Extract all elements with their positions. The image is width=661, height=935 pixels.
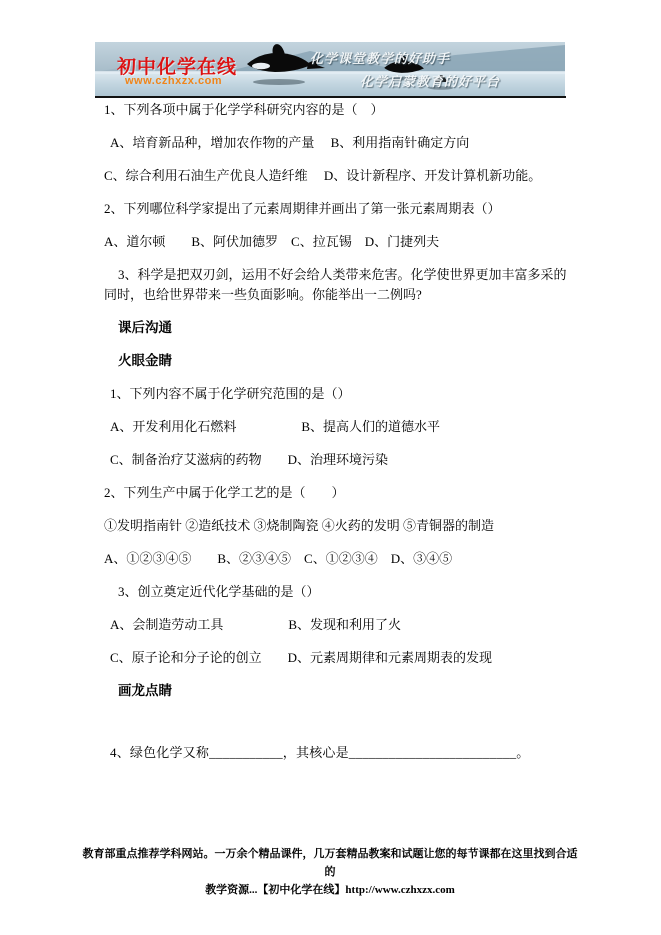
question-line: 1、下列各项中属于化学学科研究内容的是（ ）	[104, 102, 384, 117]
option-line: C、原子论和分子论的创立 D、元素周期律和元素周期表的发现	[110, 650, 493, 665]
section-heading: 火眼金睛	[118, 353, 172, 368]
question-line: 3、创立奠定近代化学基础的是（）	[118, 584, 320, 599]
site-logo-text: 初中化学在线	[117, 57, 238, 78]
banner-slogan-1: 化学课堂教学的好助手	[310, 51, 451, 66]
question-paragraph: 3、科学是把双刃剑，运用不好会给人类带来危害。化学使世界更加丰富多采的同时，也给世界带来一些负面影响。你能举出一二例吗?	[104, 267, 567, 302]
page-footer	[80, 845, 580, 899]
question-line: A、①②③④⑤ B、②③④⑤ C、①②③④ D、③④⑤	[104, 551, 453, 566]
question-line: 2、下列哪位科学家提出了元素周期律并画出了第一张元素周期表（）	[104, 201, 501, 216]
option-line: A、培育新品种，增加农作物的产量 B、利用指南针确定方向	[110, 135, 470, 150]
footer-line-1: 教育部重点推荐学科网站。一万余个精品课件，几万套精品教案和试题让您的每节课都在这里找到合适的	[82, 848, 578, 878]
worksheet-body	[100, 100, 568, 776]
section-heading: 课后沟通	[118, 320, 172, 335]
banner-divider	[95, 96, 566, 98]
question-line: A、道尔顿 B、阿伏加德罗 C、拉瓦锡 D、门捷列夫	[104, 234, 440, 249]
site-url-text: www.czhxzx.com	[125, 75, 223, 87]
banner-slogan-2: 化学启蒙教育的好平台	[360, 74, 501, 89]
site-banner	[95, 42, 565, 96]
option-line: 1、下列内容不属于化学研究范围的是（）	[110, 386, 351, 401]
option-line: C、制备治疗艾滋病的药物 D、治理环境污染	[110, 452, 389, 467]
question-line: ①发明指南针 ②造纸技术 ③烧制陶瓷 ④火药的发明 ⑤青铜器的制造	[104, 518, 495, 533]
fill-blank-line: 4、绿色化学又称___________，其核心是_________________________。	[110, 745, 530, 760]
option-line: A、开发利用化石燃料 B、提高人们的道德水平	[110, 419, 441, 434]
footer-line-2: 教学资源...【初中化学在线】http://www.czhxzx.com	[205, 884, 455, 896]
question-line: 2、下列生产中属于化学工艺的是（ ）	[104, 485, 345, 500]
option-line: A、会制造劳动工具 B、发现和利用了火	[110, 617, 402, 632]
question-line: C、综合利用石油生产优良人造纤维 D、设计新程序、开发计算机新功能。	[104, 168, 542, 183]
section-heading: 画龙点睛	[118, 683, 172, 698]
